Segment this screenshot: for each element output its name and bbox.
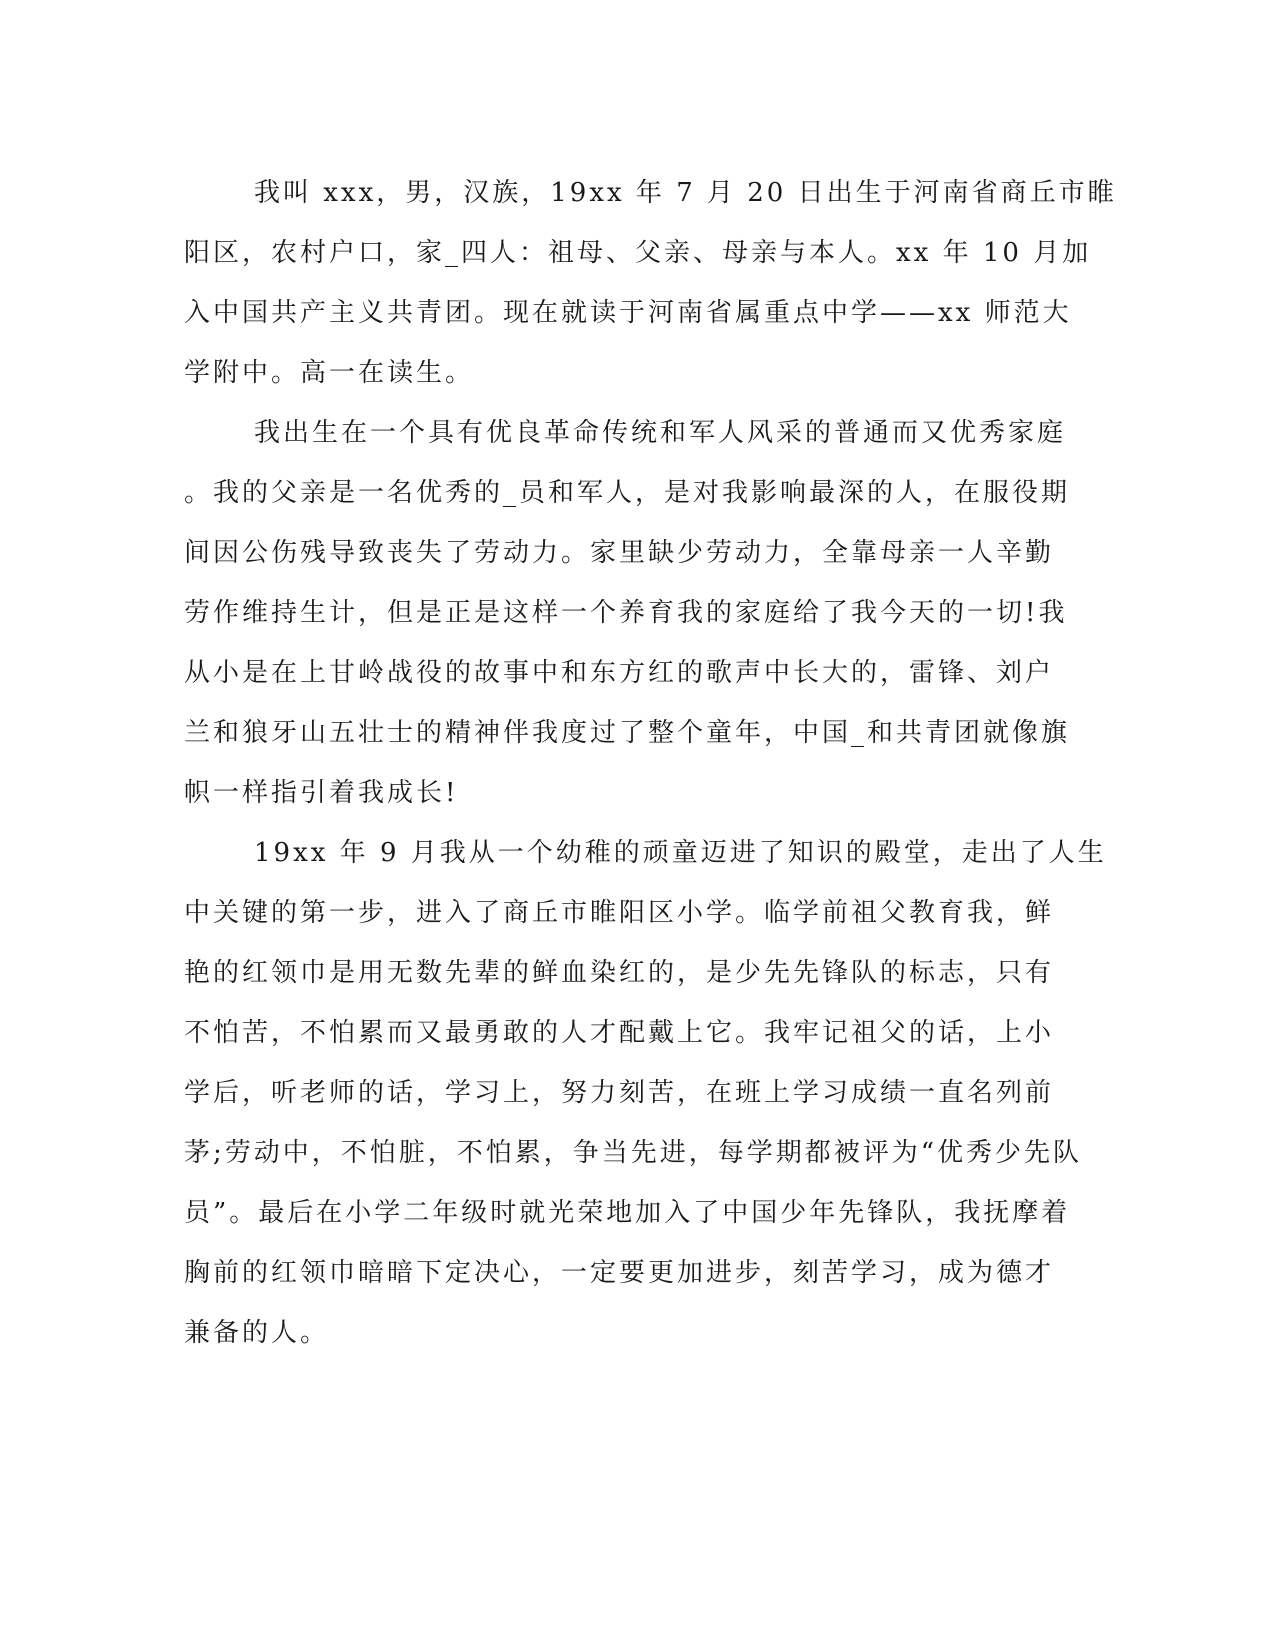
text-line: 从小是在上甘岭战役的故事中和东方红的歌声中长大的，雷锋、刘户 — [184, 658, 1055, 688]
text-line: 间因公伤残导致丧失了劳动力。家里缺少劳动力，全靠母亲一人辛勤 — [184, 538, 1055, 568]
text-line: 我叫 xxx，男，汉族，19xx 年 7 月 20 日出生于河南省商丘市睢 — [254, 178, 1117, 208]
text-line: 帜一样指引着我成长! — [184, 778, 459, 808]
text-line: 艳的红领巾是用无数先辈的鲜血染红的，是少先先锋队的标志，只有 — [184, 958, 1055, 988]
paragraph-family-background — [184, 403, 1071, 823]
text-line: 19xx 年 9 月我从一个幼稚的顽童迈进了知识的殿堂，走出了人生 — [254, 838, 1107, 868]
paragraph-personal-info — [184, 163, 1117, 403]
text-line: 阳区，农村户口，家_四人：祖母、父亲、母亲与本人。xx 年 10 月加 — [184, 238, 1092, 268]
text-line: 茅;劳动中，不怕脏，不怕累，争当先进，每学期都被评为“优秀少先队 — [184, 1138, 1083, 1168]
text-line: 学附中。高一在读生。 — [184, 358, 475, 388]
text-line: 入中国共产主义共青团。现在就读于河南省属重点中学——xx 师范大 — [184, 298, 1072, 328]
text-line: 劳作维持生计，但是正是这样一个养育我的家庭给了我今天的一切!我 — [184, 598, 1068, 628]
text-line: 兼备的人。 — [184, 1318, 330, 1348]
text-line: 胸前的红领巾暗暗下定决心，一定要更加进步，刻苦学习，成为德才 — [184, 1258, 1055, 1288]
text-line: 我出生在一个具有优良革命传统和军人风采的普通而又优秀家庭 — [254, 418, 1067, 448]
text-line: 中关键的第一步，进入了商丘市睢阳区小学。临学前祖父教育我，鲜 — [184, 898, 1055, 928]
text-line: 不怕苦，不怕累而又最勇敢的人才配戴上它。我牢记祖父的话，上小 — [184, 1018, 1055, 1048]
text-line: 兰和狼牙山五壮士的精神伴我度过了整个童年，中国_和共青团就像旗 — [184, 718, 1071, 748]
text-line: 学后，听老师的话，学习上，努力刻苦，在班上学习成绩一直名列前 — [184, 1078, 1055, 1108]
text-line: 。我的父亲是一名优秀的_员和军人，是对我影响最深的人，在服役期 — [184, 478, 1071, 508]
document-body — [184, 163, 1117, 1363]
text-line: 员”。最后在小学二年级时就光荣地加入了中国少年先锋队，我抚摩着 — [184, 1198, 1071, 1228]
paragraph-primary-school — [184, 823, 1107, 1363]
